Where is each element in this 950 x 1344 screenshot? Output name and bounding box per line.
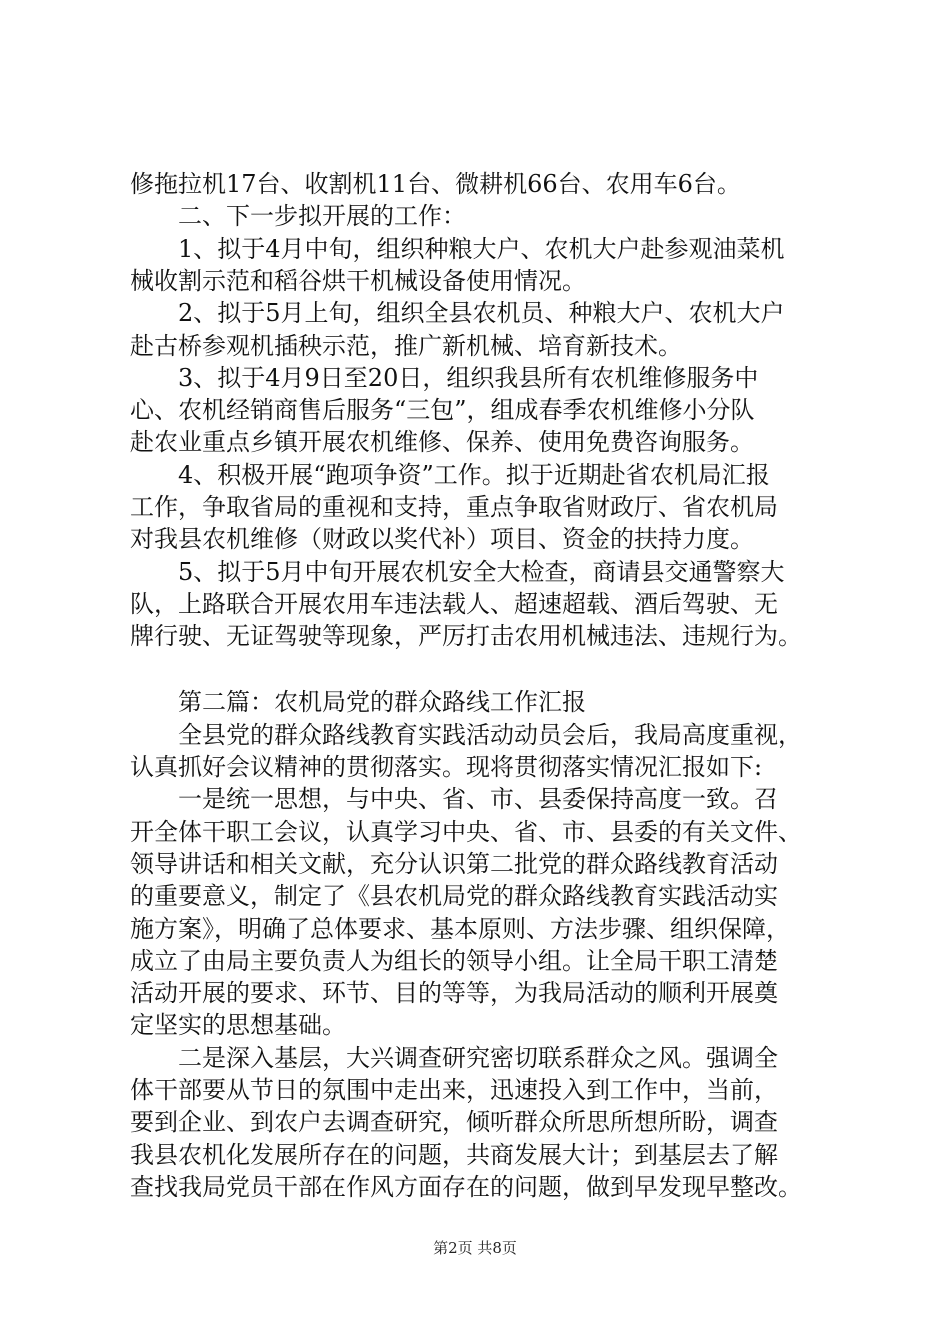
point-1-line-5: 施方案》，明确了总体要求、基本原则、方法步骤、组织保障， [130,915,790,943]
section-heading: 二、下一步拟开展的工作： [178,202,466,230]
list-item-1-line-2: 械收割示范和稻谷烘干机械设备使用情况。 [130,267,586,295]
page-number-footer: 第2页 共8页 [433,1239,517,1257]
list-item-2-line-2: 赴古桥参观机插秧示范，推广新机械、培育新技术。 [130,332,682,360]
point-1-line-4: 的重要意义，制定了《县农机局党的群众路线教育实践活动实 [130,882,778,910]
intro-line-2: 认真抓好会议精神的贯彻落实。现将贯彻落实情况汇报如下: [130,753,763,781]
list-item-4-line-1: 4、积极开展“跑项争资”工作。拟于近期赴省农机局汇报 [178,461,770,489]
list-item-4-line-3: 对我县农机维修（财政以奖代补）项目、资金的扶持力度。 [130,525,754,553]
point-2-line-1: 二是深入基层，大兴调查研究密切联系群众之风。强调全 [178,1044,778,1072]
list-item-5-line-1: 5、拟于5月中旬开展农机安全大检查，商请县交通警察大 [178,558,785,586]
point-1-line-8: 定坚实的思想基础。 [130,1011,346,1039]
point-2-line-5: 查找我局党员干部在作风方面存在的问题，做到早发现早整改。 [130,1173,802,1201]
list-item-4-line-2: 工作，争取省局的重视和支持，重点争取省财政厅、省农机局 [130,493,778,521]
point-1-line-3: 领导讲话和相关文献，充分认识第二批党的群众路线教育活动 [130,850,778,878]
point-1-line-1: 一是统一思想，与中央、省、市、县委保持高度一致。召 [178,785,778,813]
list-item-3-line-1: 3、拟于4月9日至20日，组织我县所有农机维修服务中 [178,364,759,392]
point-2-line-2: 体干部要从节日的氛围中走出来，迅速投入到工作中，当前， [130,1076,778,1104]
list-item-3-line-3: 赴农业重点乡镇开展农机维修、保养、使用免费咨询服务。 [130,428,754,456]
list-item-5-line-3: 牌行驶、无证驾驶等现象，严厉打击农用机械违法、违规行为。 [130,622,802,650]
list-item-2-line-1: 2、拟于5月上旬，组织全县农机员、种粮大户、农机大户 [178,299,785,327]
point-1-line-7: 活动开展的要求、环节、目的等等，为我局活动的顺利开展奠 [130,979,778,1007]
section-title: 第二篇：农机局党的群众路线工作汇报 [178,688,586,716]
point-2-line-3: 要到企业、到农户去调查研究，倾听群众所思所想所盼，调查 [130,1108,778,1136]
point-2-line-4: 我县农机化发展所存在的问题，共商发展大计；到基层去了解 [130,1141,778,1169]
point-1-line-2: 开全体干职工会议，认真学习中央、省、市、县委的有关文件、 [130,818,802,846]
list-item-3-line-2: 心、农机经销商售后服务“三包”，组成春季农机维修小分队 [130,396,755,424]
list-item-5-line-2: 队，上路联合开展农用车违法载人、超速超载、酒后驾驶、无 [130,590,778,618]
paragraph-line: 修拖拉机17台、收割机11台、微耕机66台、农用车6台。 [130,170,741,198]
intro-line-1: 全县党的群众路线教育实践活动动员会后，我局高度重视， [178,721,802,749]
point-1-line-6: 成立了由局主要负责人为组长的领导小组。让全局干职工清楚 [130,947,778,975]
list-item-1-line-1: 1、拟于4月中旬，组织种粮大户、农机大户赴参观油菜机 [178,235,785,263]
